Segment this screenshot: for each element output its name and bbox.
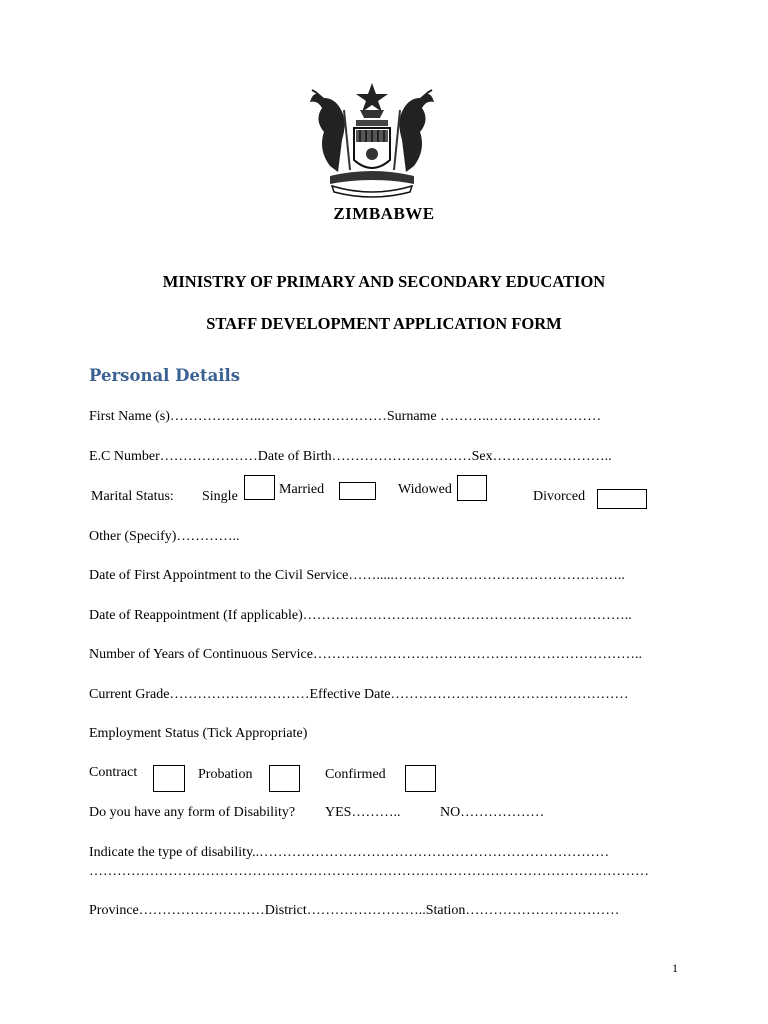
employment-contract-checkbox[interactable] bbox=[153, 765, 185, 792]
marital-divorced-checkbox[interactable] bbox=[597, 489, 647, 509]
current-grade-field[interactable]: Current Grade…………………………Effective Date…………………………………………… bbox=[89, 687, 629, 702]
marital-divorced-label: Divorced bbox=[533, 489, 586, 504]
section-title-personal-details: Personal Details bbox=[89, 366, 241, 385]
employment-status-label: Employment Status (Tick Appropriate) bbox=[89, 726, 308, 741]
employment-probation-checkbox[interactable] bbox=[269, 765, 300, 792]
marital-married-label: Married bbox=[279, 482, 325, 497]
coat-of-arms-emblem bbox=[304, 80, 440, 198]
ec-number-dob-sex-field[interactable]: E.C Number…………………Date of Birth…………………………Sex…………………….. bbox=[89, 449, 612, 464]
disability-no-field[interactable]: NO……………… bbox=[440, 805, 545, 820]
disability-question: Do you have any form of Disability? bbox=[89, 805, 296, 820]
reappointment-field[interactable]: Date of Reappointment (If applicable)…………………………………………………………….. bbox=[89, 608, 632, 623]
marital-single-checkbox[interactable] bbox=[244, 475, 275, 500]
employment-confirmed-label: Confirmed bbox=[325, 767, 386, 782]
disability-yes-field[interactable]: YES……….. bbox=[325, 805, 401, 820]
marital-married-checkbox[interactable] bbox=[339, 482, 376, 500]
first-name-surname-field[interactable]: First Name (s)………………..………………………Surname ………..…………………… bbox=[89, 409, 602, 424]
marital-status-label: Marital Status: bbox=[91, 489, 174, 504]
country-name: ZIMBABWE bbox=[333, 204, 435, 223]
marital-single-label: Single bbox=[202, 489, 238, 504]
disability-type-field[interactable]: Indicate the type of disability..………………………………………………………………… bbox=[89, 845, 610, 860]
marital-widowed-checkbox[interactable] bbox=[457, 475, 487, 501]
employment-confirmed-checkbox[interactable] bbox=[405, 765, 436, 792]
disability-type-continuation[interactable]: ………………………………………………………………………………………………………… bbox=[89, 864, 649, 879]
other-specify-field[interactable]: Other (Specify)………….. bbox=[89, 529, 240, 544]
years-service-field[interactable]: Number of Years of Continuous Service…………………………………………………………….. bbox=[89, 647, 642, 662]
employment-probation-label: Probation bbox=[198, 767, 253, 782]
ministry-title: MINISTRY OF PRIMARY AND SECONDARY EDUCATION bbox=[162, 272, 606, 291]
page-number: 1 bbox=[672, 961, 678, 975]
employment-contract-label: Contract bbox=[89, 765, 138, 780]
first-appointment-field[interactable]: Date of First Appointment to the Civil Service…….....………………………………………….. bbox=[89, 568, 625, 583]
marital-widowed-label: Widowed bbox=[398, 482, 452, 497]
province-district-station-field[interactable]: Province………………………District……………………..Station…………………………… bbox=[89, 903, 620, 918]
form-title: STAFF DEVELOPMENT APPLICATION FORM bbox=[206, 314, 562, 333]
